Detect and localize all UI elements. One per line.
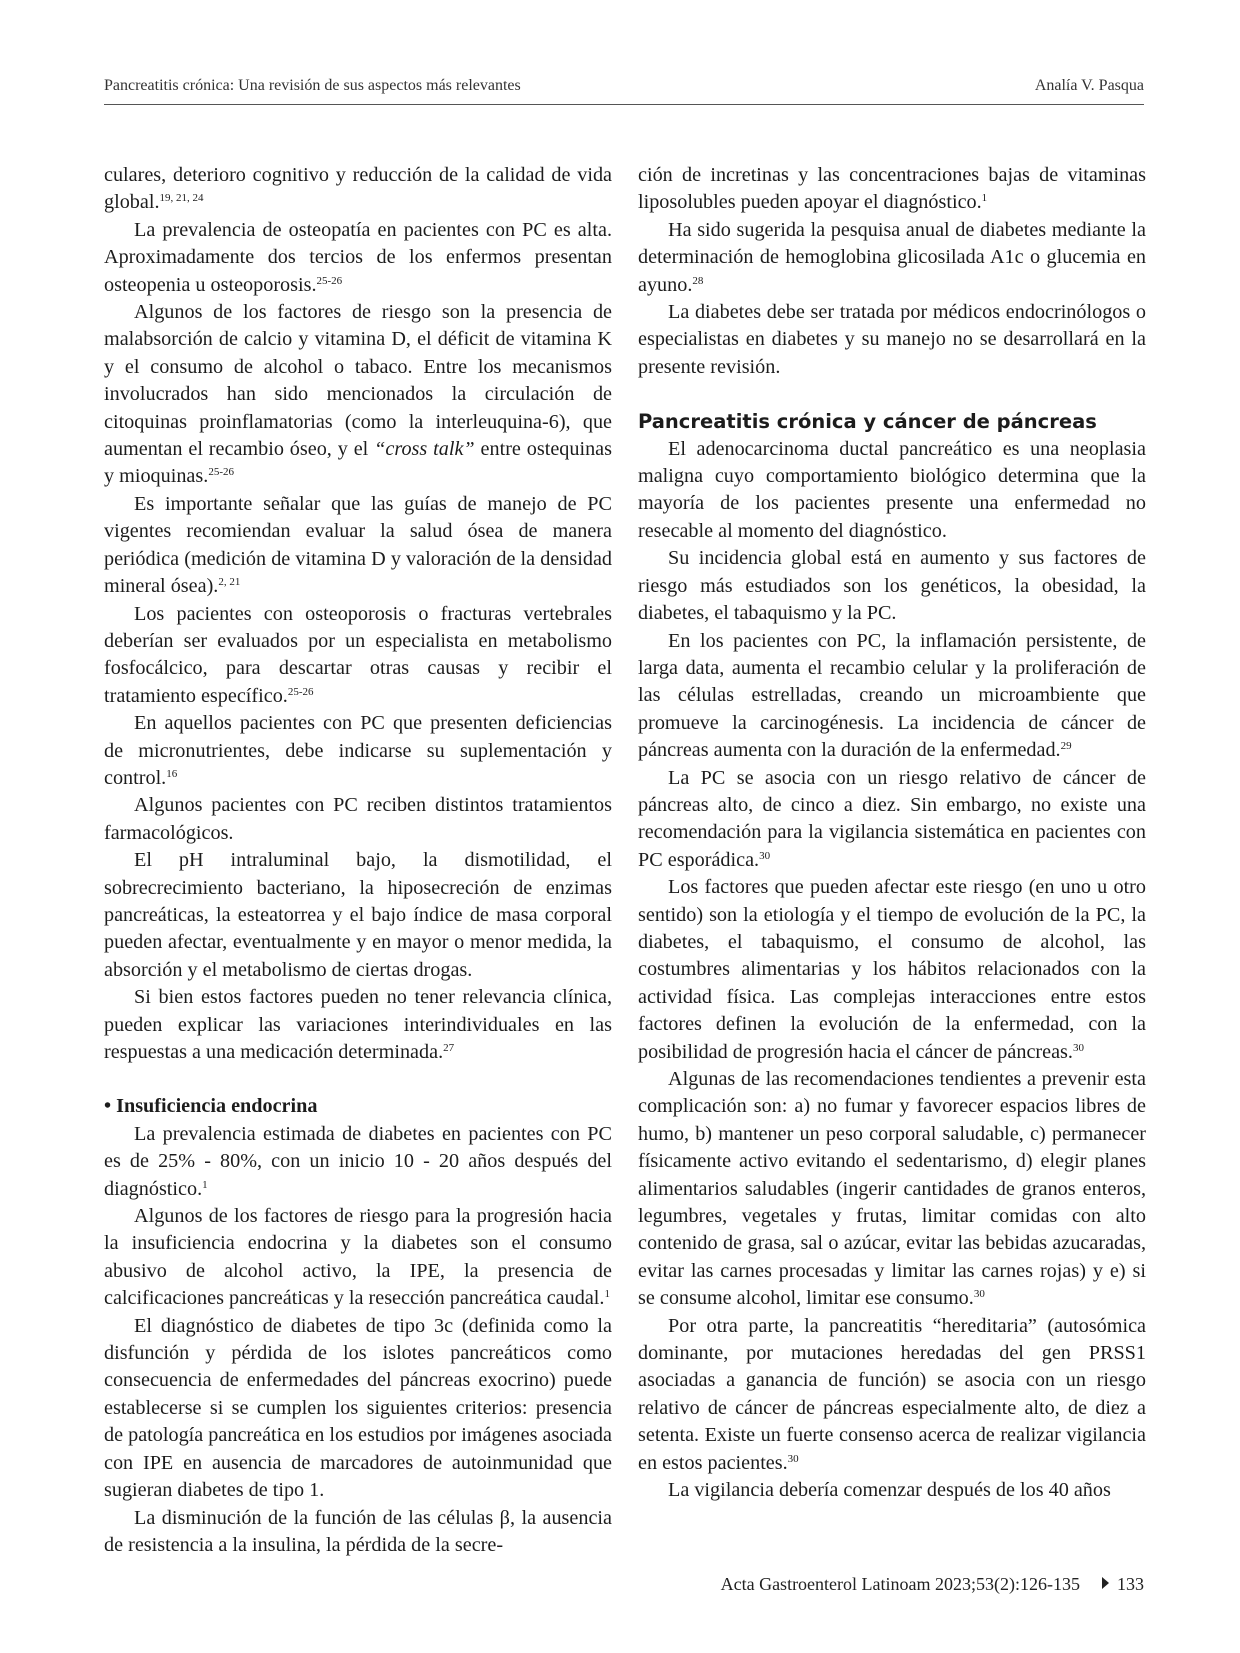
paragraph: La prevalencia estimada de diabetes en pacientes con PC es de 25% - 80%, con un inicio 10 - 20 años después del diagnóstico.$^1$ <box>104 1122 612 1200</box>
paragraph: En aquellos pacientes con PC que presenten deficiencias de micronutrientes, debe indicarse su suplementación y control.$^{16}$ <box>104 712 612 789</box>
page-footer <box>721 1574 1144 1595</box>
paragraph: La vigilancia debería comenzar después de los 40 años <box>668 1479 1111 1502</box>
triangle-right-icon <box>1102 1577 1109 1589</box>
section-heading-endocrine: • Insuficiencia endocrina <box>104 1095 318 1118</box>
journal-citation: Acta Gastroenterol Latinoam 2023;53(2):126-135 <box>720 1574 1080 1594</box>
section-heading-cancer: Pancreatitis crónica y cáncer de páncreas <box>638 410 1097 434</box>
paragraph: Por otra parte, la pancreatitis “hereditaria” (autosómica dominante, por mutaciones heredadas del gen PRSS1 asociadas a ganancia de función) se asocia con un riesgo relativo de cáncer de páncreas especialmente alto, de diez a setenta. Existe un fuerte consenso acerca de realizar vigilancia en estos pacientes.$^{30}$ <box>638 1314 1146 1474</box>
paragraph: Algunos de los factores de riesgo para la progresión hacia la insuficiencia endocrina y la diabetes son el consumo abusivo de alcohol activo, la IPE, la presencia de calcificaciones pancreáticas y la resección pancreática caudal.$^1$ <box>104 1205 612 1310</box>
paragraph: ción de incretinas y las concentraciones bajas de vitaminas liposolubles pueden apoyar el diagnóstico.$^1$ <box>638 164 1146 214</box>
paragraph: En los pacientes con PC, la inflamación persistente, de larga data, aumenta el recambio celular y la proliferación de las células estrelladas, creando un microambiente que promueve la carcinogénesis. La incidencia de cáncer de páncreas aumenta con la duración de la enfermedad.$^{29}$ <box>638 629 1146 762</box>
paragraph: Los factores que pueden afectar este riesgo (en uno u otro sentido) son la etiología y el tiempo de evolución de la PC, la diabetes, el tabaquismo, el consumo de alcohol, las costumbres alimentarias y los hábitos relacionados con la actividad física. Las complejas interacciones entre estos factores definen la evolución de la enfermedad, con la posibilidad de progresión hacia el cáncer de páncreas.$^{30}$ <box>638 876 1146 1063</box>
right-column <box>638 162 1146 1505</box>
paragraph: La PC se asocia con un riesgo relativo de cáncer de páncreas alto, de cinco a diez. Sin embargo, no existe una recomendación para la vigilancia sistemática en pacientes con PC esporádica.$^{30}$ <box>638 766 1146 871</box>
paragraph: La disminución de la función de las células β, la ausencia de resistencia a la insulina, la pérdida de la secre- <box>104 1506 612 1556</box>
paragraph: Algunos pacientes con PC reciben distintos tratamientos farmacológicos. <box>104 794 612 844</box>
header-author: Analía V. Pasqua <box>1034 77 1144 94</box>
emphasis: “cross talk” <box>374 438 475 461</box>
header-title: Pancreatitis crónica: Una revisión de sus aspectos más relevantes <box>104 77 521 94</box>
paragraph: El pH intraluminal bajo, la dismotilidad, el sobrecrecimiento bacteriano, la hiposecreción de enzimas pancreáticas, la esteatorrea y el bajo índice de masa corporal pueden afectar, eventualmente y en mayor o menor medida, la absorción y el metabolismo de ciertas drogas. <box>104 849 612 981</box>
paragraph: La prevalencia de osteopatía en pacientes con PC es alta. Aproximadamente dos tercios de los enfermos presentan osteopenia u osteoporosis.$^{25-26}$ <box>104 218 612 296</box>
paragraph: Su incidencia global está en aumento y sus factores de riesgo más estudiados son los genéticos, la obesidad, la diabetes, el tabaquismo y la PC. <box>638 547 1146 625</box>
left-column <box>104 162 612 1559</box>
paragraph: Ha sido sugerida la pesquisa anual de diabetes mediante la determinación de hemoglobina glicosilada A1c o glucemia en ayuno.$^{28}$ <box>638 218 1146 296</box>
running-header <box>104 74 1144 105</box>
paragraph: culares, deterioro cognitivo y reducción de la calidad de vida global.$^{19, 21, 24}$ <box>104 164 612 214</box>
paragraph: El adenocarcinoma ductal pancreático es una neoplasia maligna cuyo comportamiento biológico determina que la mayoría de los pacientes presente una enfermedad no resecable al momento del diagnóstico. <box>638 437 1146 542</box>
paragraph: Algunas de las recomendaciones tendientes a prevenir esta complicación son: a) no fumar y favorecer espacios libres de humo, b) mantener un peso corporal saludable, c) permanecer físicamente activo evitando el sedentarismo, d) elegir planes alimentarios saludables (ingerir cantidades de granos enteros, legumbres, vegetales y frutas, limitar comidas con alto contenido de grasa, sal o azúcar, evitar las bebidas azucaradas, evitar las carnes procesadas y limitar las carnes rojas) y e) si se consume alcohol, limitar ese consumo.$^{30}$ <box>638 1068 1146 1310</box>
paragraph: Es importante señalar que las guías de manejo de PC vigentes recomiendan evaluar la salud ósea de manera periódica (medición de vitamina D y valoración de la densidad mineral ósea).$^{2, 21}$ <box>104 492 612 598</box>
page-number: 133 <box>1117 1574 1144 1594</box>
paragraph: Los pacientes con osteoporosis o fracturas vertebrales deberían ser evaluados por un especialista en metabolismo fosfocálcico, para descartar otras causas y recibir el tratamiento específico.$^{25-26}$ <box>104 602 612 707</box>
paragraph: La diabetes debe ser tratada por médicos endocrinólogos o especialistas en diabetes y su manejo no se desarrollará en la presente revisión. <box>638 301 1146 378</box>
paragraph: Algunos de los factores de riesgo son la presencia de malabsorción de calcio y vitamina D, el déficit de vitamina K y el consumo de alcohol o tabaco. Entre los mecanismos involucrados han sido mencionados la circulación de citoquinas proinflamatorias (como la interleuquina-6), que aumentan el recambio óseo, y el “cross talk” entre ostequinas y mioquinas.$^{25-26}$ <box>104 301 612 488</box>
paragraph: Si bien estos factores pueden no tener relevancia clínica, pueden explicar las variaciones interindividuales en las respuestas a una medicación determinada.$^{27}$ <box>104 986 612 1063</box>
paragraph: El diagnóstico de diabetes de tipo 3c (definida como la disfunción y pérdida de los islotes pancreáticos como consecuencia de enfermedades del páncreas exocrino) puede establecerse si se cumplen los siguientes criterios: presencia de patología pancreática en los estudios por imágenes asociada con IPE en ausencia de marcadores de autoinmunidad que sugieran diabetes de tipo 1. <box>104 1314 612 1502</box>
